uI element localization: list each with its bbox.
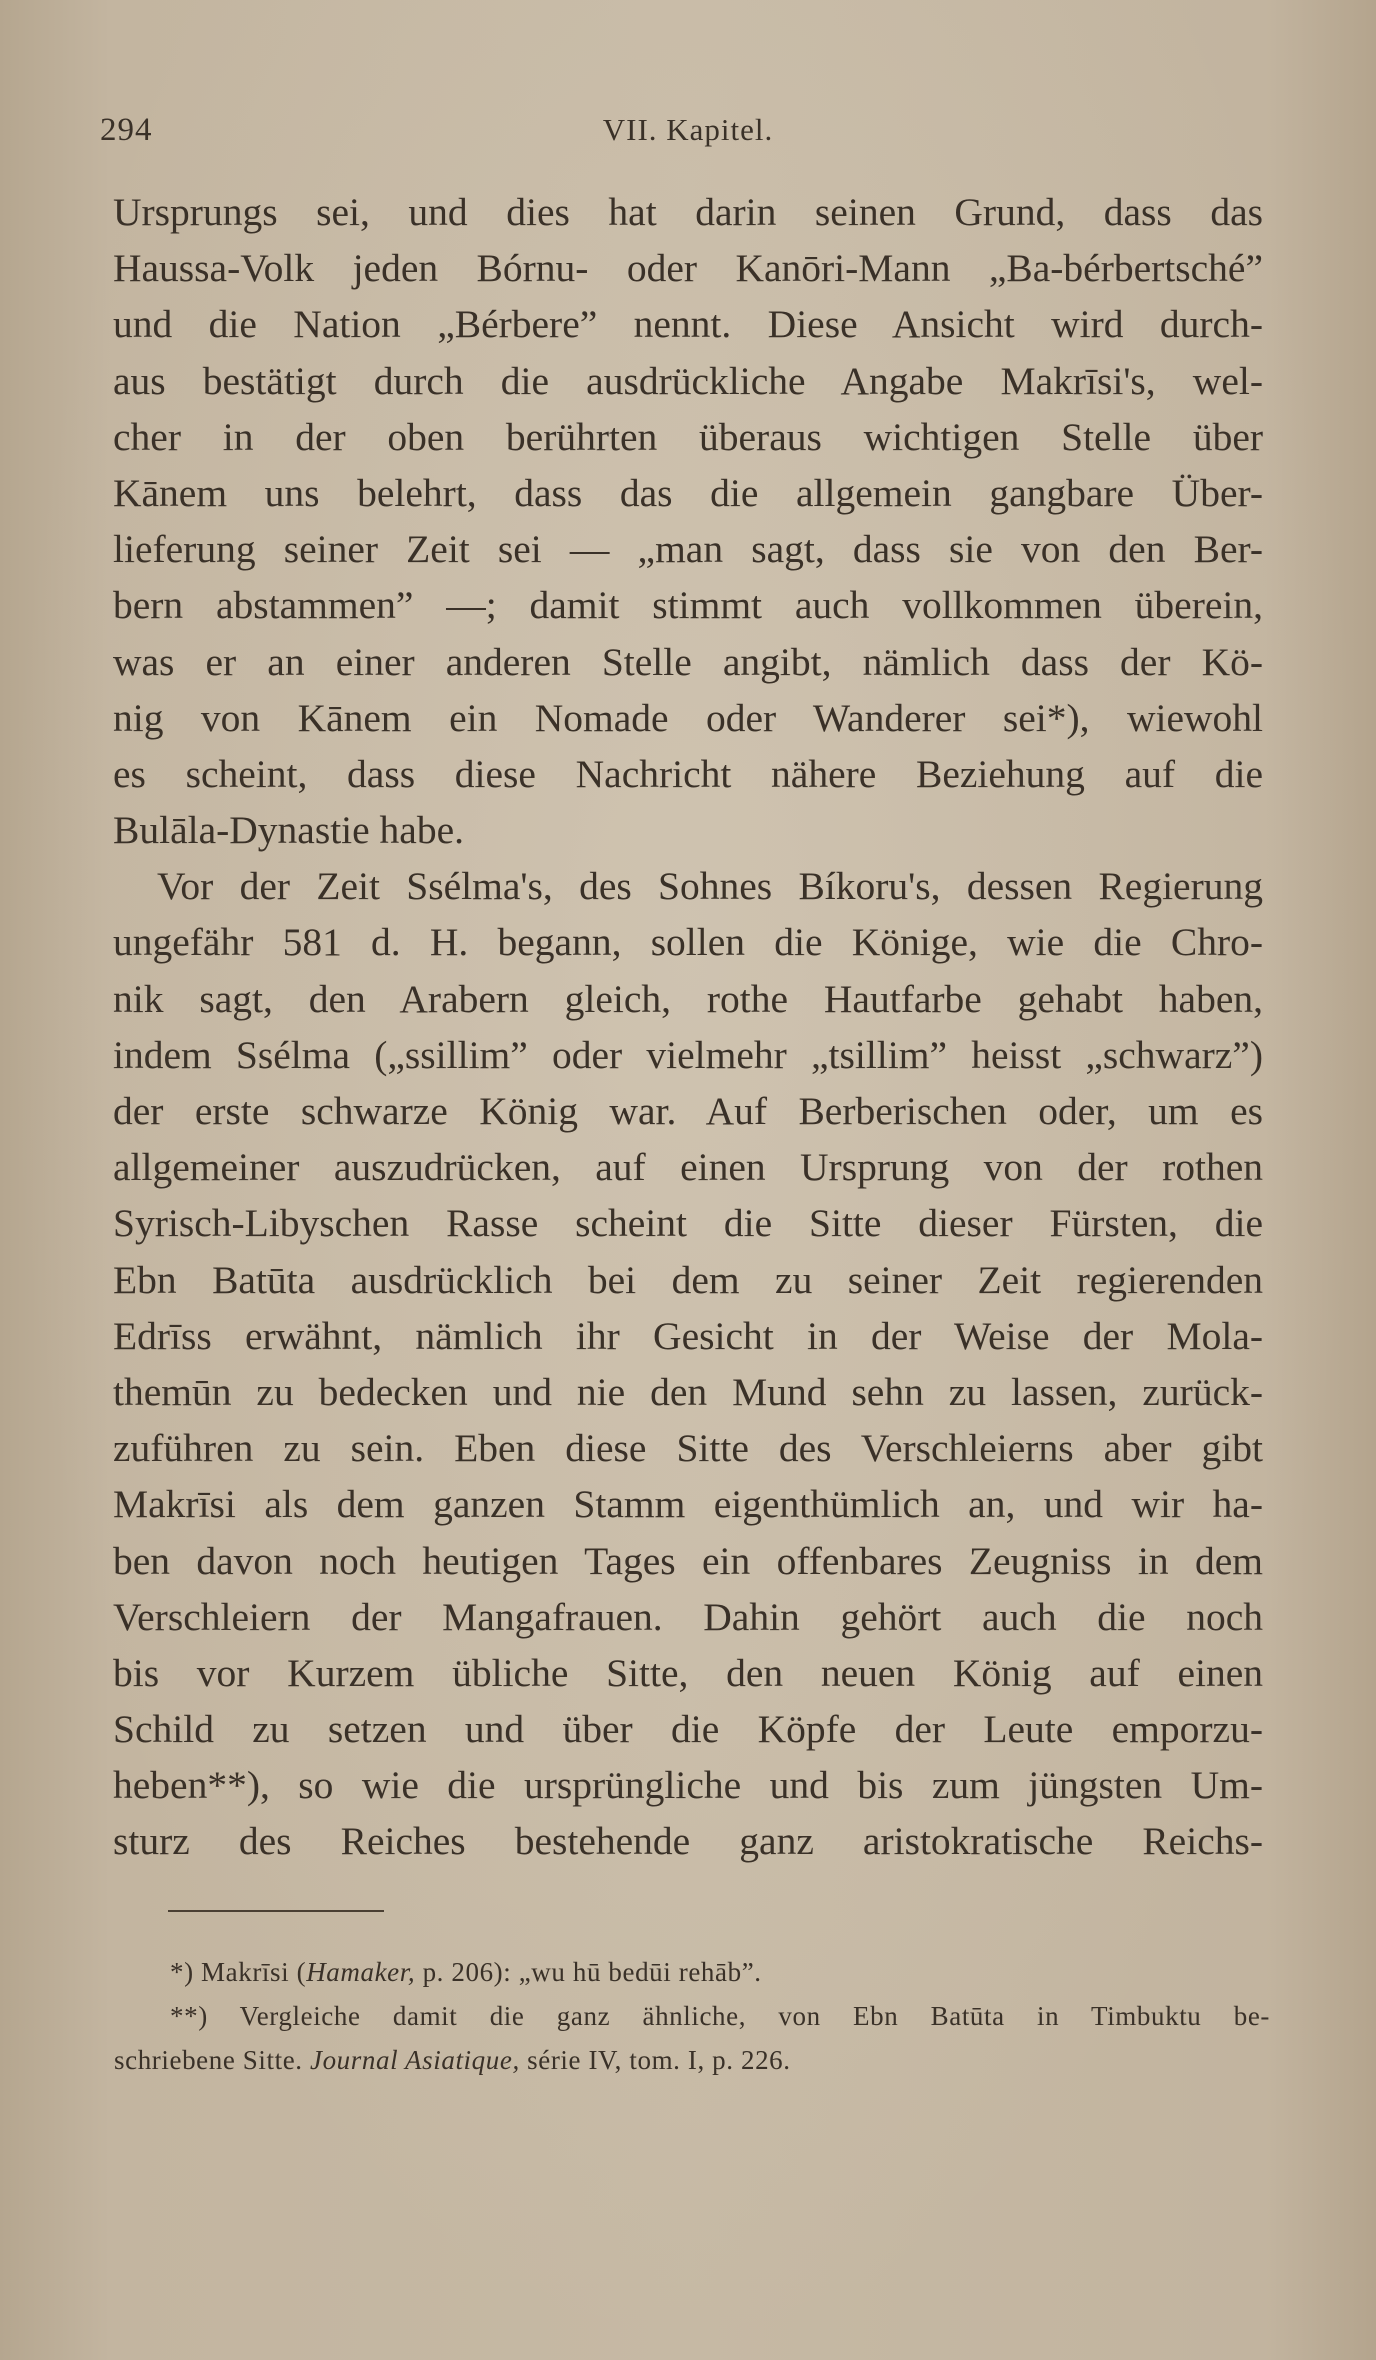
text-line: Ebn Batūta ausdrücklich bei dem zu seiner Zeit regierenden xyxy=(113,1257,1263,1302)
footnote-2-post: série IV, tom. I, p. 226. xyxy=(519,2045,791,2075)
text-line: heben**), so wie die ursprüngliche und bis zum jüngsten Um- xyxy=(113,1763,1263,1808)
text-line: was er an einer anderen Stelle angibt, nämlich dass der Kö- xyxy=(113,639,1263,684)
text-line: Schild zu setzen und über die Köpfe der Leute emporzu- xyxy=(113,1707,1263,1752)
text-line: zuführen zu sein. Eben diese Sitte des Verschleierns aber gibt xyxy=(113,1426,1263,1471)
footnote-2-pre: schriebene Sitte. xyxy=(114,2045,310,2075)
footnote-1-post: p. 206): „wu hū bedūi rehāb”. xyxy=(415,1957,762,1987)
text-line: der erste schwarze König war. Auf Berberischen oder, um es xyxy=(113,1089,1263,1133)
footnote-rule xyxy=(168,1910,384,1912)
text-line: indem Ssélma („ssillim” oder vielmehr „tsillim” heisst „schwarz”) xyxy=(113,1032,1263,1077)
text-line: es scheint, dass diese Nachricht nähere Beziehung auf die xyxy=(113,751,1263,796)
text-line: bis vor Kurzem übliche Sitte, den neuen König auf einen xyxy=(113,1650,1263,1695)
text-line: Verschleiern der Mangafrauen. Dahin gehört auch die noch xyxy=(113,1594,1263,1639)
text-line: und die Nation „Bérbere” nennt. Diese Ansicht wird durch- xyxy=(113,302,1263,347)
footnote-1 xyxy=(170,1950,1270,1994)
text-line: aus bestätigt durch die ausdrückliche Angabe Makrīsi's, wel- xyxy=(113,358,1263,403)
footnotes xyxy=(114,1950,1270,2082)
footnote-2-journal: Journal Asiatique, xyxy=(310,2045,520,2075)
footnote-1-source: Hamaker, xyxy=(306,1957,416,1987)
body-text xyxy=(113,184,1263,1870)
text-line: Makrīsi als dem ganzen Stamm eigenthümlich an, und wir ha- xyxy=(113,1482,1263,1527)
page-number: 294 xyxy=(100,112,153,148)
text-line: lieferung seiner Zeit sei — „man sagt, dass sie von den Ber- xyxy=(113,527,1263,572)
text-line: Edrīss erwähnt, nämlich ihr Gesicht in der Weise der Mola- xyxy=(113,1313,1263,1358)
text-line: Ursprungs sei, und dies hat darin seinen Grund, dass das xyxy=(113,190,1263,234)
text-line: bern abstammen” —; damit stimmt auch vollkommen überein, xyxy=(113,583,1263,628)
text-line: nig von Kānem ein Nomade oder Wanderer sei*), wiewohl xyxy=(113,695,1263,740)
text-line: Vor der Zeit Ssélma's, des Sohnes Bíkoru's, dessen Regierung xyxy=(157,864,1263,909)
text-line: themūn zu bedecken und nie den Mund sehn zu lassen, zurück- xyxy=(113,1369,1263,1414)
running-head: VII. Kapitel. xyxy=(602,112,774,147)
text-line: Syrisch-Libyschen Rasse scheint die Sitte dieser Fürsten, die xyxy=(113,1201,1263,1246)
text-line: cher in der oben berührten überaus wichtigen Stelle über xyxy=(113,414,1263,459)
text-line: Haussa-Volk jeden Bórnu- oder Kanōri-Mann „Ba-bérbertsché” xyxy=(113,246,1263,291)
footnote-2-line-2 xyxy=(114,2038,1270,2082)
text-line: Bulāla-Dynastie habe. xyxy=(113,808,464,853)
text-line: sturz des Reiches bestehende ganz aristokratische Reichs- xyxy=(113,1819,1263,1864)
text-line: ungefähr 581 d. H. begann, sollen die Könige, wie die Chro- xyxy=(113,920,1263,965)
page-header xyxy=(100,112,1276,158)
text-line: nik sagt, den Arabern gleich, rothe Hautfarbe gehabt haben, xyxy=(113,976,1263,1021)
footnote-1-pre: *) Makrīsi ( xyxy=(170,1957,307,1987)
text-line: allgemeiner auszudrücken, auf einen Ursprung von der rothen xyxy=(113,1145,1263,1190)
text-line: Kānem uns belehrt, dass das die allgemein gangbare Über- xyxy=(113,470,1263,515)
text-line: ben davon noch heutigen Tages ein offenbares Zeugniss in dem xyxy=(113,1538,1263,1583)
footnote-2-line-1: **) Vergleiche damit die ganz ähnliche, von Ebn Batūta in Timbuktu be- xyxy=(170,2001,1270,2031)
